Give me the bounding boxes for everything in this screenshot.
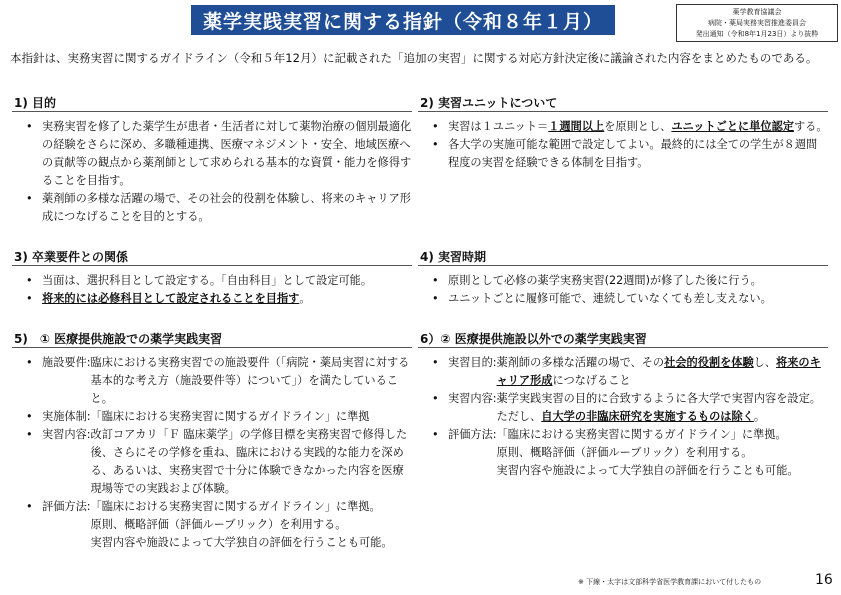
item-text xyxy=(497,390,828,426)
section-heading: 4) 実習時期 xyxy=(418,248,828,266)
text-span: し、 xyxy=(753,356,777,369)
item-text xyxy=(91,498,412,552)
text-span: 薬剤師の多様な活躍の場で、その xyxy=(496,356,665,369)
item-label: • 実習内容: xyxy=(448,392,497,405)
item-text: 「臨床における実務実習に関するガイドライン」に準拠 xyxy=(90,410,370,423)
section-heading: 2) 実習ユニットについて xyxy=(418,94,828,112)
source-line-2: 病院・薬局実務実習推進委員会 xyxy=(708,18,806,27)
text-line: 実習内容や施設によって大学独自の評価を行うことも可能。 xyxy=(496,464,799,477)
section-non-medical-facility xyxy=(418,330,828,480)
item-text: 改訂コアカリ「Ｆ 臨床薬学」の学修目標を実務実習で修得した後、さらにその学修を重ね、臨床における実践的な能力を深める、あるいは、実務実習で十分に体験できなかった内容を医療現場等での実践および体験。 xyxy=(90,428,408,495)
text-span: 実習は１ユニット＝ xyxy=(448,120,549,133)
bullet-item: • ユニットごとに履修可能で、連続していなくても差し支えない。 xyxy=(418,290,828,308)
text-span: 。 xyxy=(753,410,766,423)
item-text xyxy=(497,354,828,390)
emphasis-text: 自大学の非臨床研究を実施するものは除く xyxy=(541,410,754,423)
text-line: 原則、概略評価（評価ルーブリック）を利用する。 xyxy=(496,446,753,459)
section-heading: 3) 卒業要件との関係 xyxy=(12,248,412,266)
bullet-item xyxy=(418,426,828,480)
section-heading: 5) ① 医療提供施設での薬学実践実習 xyxy=(12,330,412,348)
bullet-item xyxy=(12,498,412,552)
footnote: ※ 下線・太字は文部科学省医学教育課において付したもの xyxy=(578,578,762,586)
section-heading: 1) 目的 xyxy=(12,94,412,112)
bullet-item: • 各大学の実施可能な範囲で設定してよい。最終的には全ての学生が８週間程度の実習を経験できる体制を目指す。 xyxy=(418,136,828,172)
item-label: • 実習目的: xyxy=(448,356,497,369)
emphasis-text: 社会的役割を体験 xyxy=(664,356,754,369)
bullet-item: • 実務実習を修了した薬学生が患者・生活者に対して薬物治療の個別最適化の経験をさらに深め、多職種連携、医療マネジメント・安全、地域医療への貢献等の観点から薬剤師として求められる基本的な資質・能力を修得することを目指す。 xyxy=(12,118,412,190)
section-heading: 6）② 医療提供施設以外での薬学実践実習 xyxy=(418,330,828,348)
bullet-item xyxy=(12,290,412,308)
section-medical-facility xyxy=(12,330,412,552)
item-label: • 評価方法: xyxy=(448,428,497,441)
item-text xyxy=(497,426,828,480)
text-line: 原則、概略評価（評価ルーブリック）を利用する。 xyxy=(90,518,347,531)
section-graduation xyxy=(12,248,412,308)
bullet-item: • 原則として必修の薬学実務実習(22週間)が修了した後に行う。 xyxy=(418,272,828,290)
item-label: • 実習内容: xyxy=(42,428,91,441)
bullet-item xyxy=(12,354,412,408)
item-text: 臨床における実務実習での施設要件（「病院・薬局実習に対する基本的な考え方（施設要件等）について」）を満たしていること。 xyxy=(90,356,410,405)
text-span: を原則とし、 xyxy=(604,120,672,133)
text-line: 実習内容や施設によって大学独自の評価を行うことも可能。 xyxy=(90,536,393,549)
intro-text: 本指針は、実務実習に関するガイドライン（令和５年12月）に記載された「追加の実習」に関する対応方針決定後に議論された内容をまとめたものである。 xyxy=(10,51,818,65)
page-title: 薬学実践実習に関する指針（令和８年１月） xyxy=(191,5,615,35)
bullet-item: • 薬剤師の多様な活躍の場で、その社会的役割を体験し、将来のキャリア形成につなげることを目的とする。 xyxy=(12,190,412,226)
bullet-item xyxy=(418,118,828,136)
source-line-3: 発出通知（令和8年1月23日）より抜粋 xyxy=(695,29,819,38)
text-span: する。 xyxy=(793,120,828,133)
text-line: 「臨床における実務実習に関するガイドライン」に準拠。 xyxy=(90,500,381,513)
bullet-item xyxy=(12,426,412,498)
text-span: 薬学実践実習の目的に合致するように各大学で実習内容を設定。ただし、 xyxy=(496,392,821,423)
section-unit xyxy=(418,94,828,172)
section-timing xyxy=(418,248,828,308)
page-number: 16 xyxy=(815,572,833,588)
text-span: 。 xyxy=(299,292,311,305)
emphasis-text: ユニットごとに単位認定 xyxy=(671,120,794,133)
emphasis-text: １週間以上 xyxy=(548,120,605,133)
emphasis-text: 将来のキャリア形成 xyxy=(496,356,821,387)
section-purpose xyxy=(12,94,412,226)
bullet-item xyxy=(12,408,412,426)
item-label: • 評価方法: xyxy=(42,500,91,513)
item-label: • 施設要件: xyxy=(42,356,91,369)
bullet-item: • 当面は、選択科目として設定する。「自由科目」として設定可能。 xyxy=(12,272,412,290)
text-line: 「臨床における実務実習に関するガイドライン」に準拠。 xyxy=(496,428,787,441)
source-line-1: 薬学教育協議会 xyxy=(732,7,782,16)
bullet-item xyxy=(418,354,828,390)
item-label: • 実施体制: xyxy=(42,410,91,423)
source-box xyxy=(676,4,838,42)
text-span: につなげること xyxy=(552,374,631,387)
bullet-item xyxy=(418,390,828,426)
emphasis-text: 将来的には必修科目として設定されることを目指す xyxy=(42,292,300,305)
